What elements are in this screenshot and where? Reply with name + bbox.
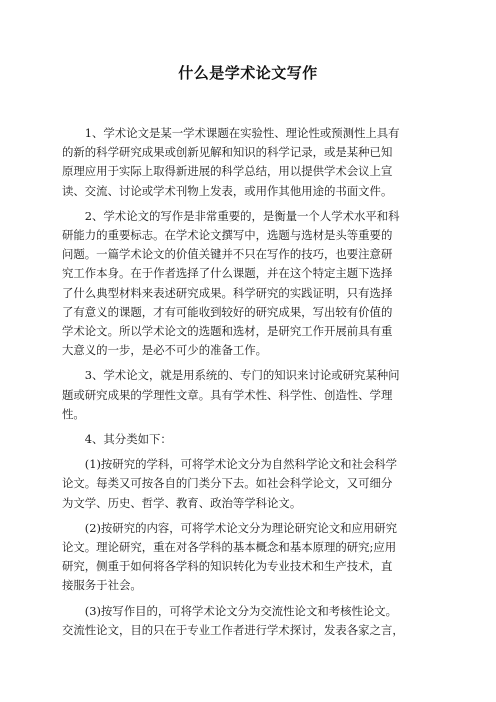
text-line: 学术论文。所以学术论文的选题和选材，是研究工作开展前具有重 — [62, 324, 393, 339]
text-line: 题或研究成果的学理性文章。具有学术性、科学性、创造性、学理 — [62, 387, 393, 402]
text-line: 研能力的重要标志。在学术论文撰写中，选题与选材是头等重要的 — [62, 228, 393, 243]
text-line: 了有意义的课题，才有可能收到较好的研究成果，写出较有价值的 — [62, 304, 393, 319]
text-line: 为文学、历史、哲学、教育、政治等学科论文。 — [62, 495, 302, 510]
text-line: 3、学术论文，就是用系统的、专门的知识来讨论或研究某种问 — [62, 368, 400, 383]
text-line: 4、其分类如下： — [62, 432, 172, 447]
text-line: (3)按写作目的，可将学术论文分为交流性论文和考核性论文。 — [62, 603, 398, 618]
paragraph-4 — [62, 430, 437, 449]
text-line: (1)按研究的学科，可将学术论文分为自然科学论文和社会科学 — [62, 457, 398, 472]
paragraph-3 — [62, 366, 437, 424]
text-line: 大意义的一步，是必不可少的准备工作。 — [62, 343, 268, 358]
text-line: 论文。每类又可按各自的门类分下去。如社会科学论文，又可细分 — [62, 476, 393, 491]
paragraph-2 — [62, 207, 437, 361]
text-line: 原理应用于实际上取得新进展的科学总结，用以提供学术会议上宣 — [62, 164, 393, 179]
text-line: 论文。理论研究，重在对各学科的基本概念和基本原理的研究;应用 — [62, 540, 397, 555]
text-line: 的新的科学研究成果或创新见解和知识的科学记录，或是某种已知 — [62, 145, 393, 160]
text-line: 1、学术论文是某一学术课题在实验性、理论性或预测性上具有 — [62, 126, 400, 140]
document-body — [62, 124, 437, 646]
paragraph-7 — [62, 602, 437, 640]
text-line: 接服务于社会。 — [62, 578, 142, 593]
text-line: 了什么典型材料来表述研究成果。科学研究的实践证明，只有选择 — [62, 285, 393, 300]
text-line: 性。 — [62, 406, 85, 421]
text-line: 究工作本身。在于作者选择了什么课题，并在这个特定主题下选择 — [62, 266, 393, 281]
text-line: (2)按研究的内容，可将学术论文分为理论研究论文和应用研究 — [62, 520, 398, 535]
text-line: 问题。一篇学术论文的价值关键并不只在写作的技巧，也要注意研 — [62, 247, 393, 262]
paragraph-1 — [62, 124, 437, 201]
paragraph-6 — [62, 519, 437, 596]
text-line: 交流性论文，目的只在于专业工作者进行学术探讨，发表各家之言， — [62, 622, 404, 637]
text-line: 读、交流、讨论或学术刊物上发表，或用作其他用途的书面文件。 — [62, 183, 393, 198]
paragraph-5 — [62, 455, 437, 513]
text-line: 研究，侧重于如何将各学科的知识转化为专业技术和生产技术，直 — [62, 559, 393, 574]
text-line: 2、学术论文的写作是非常重要的，是衡量一个人学术水平和科 — [62, 208, 400, 223]
document-title: 什么是学术论文写作 — [178, 64, 318, 82]
